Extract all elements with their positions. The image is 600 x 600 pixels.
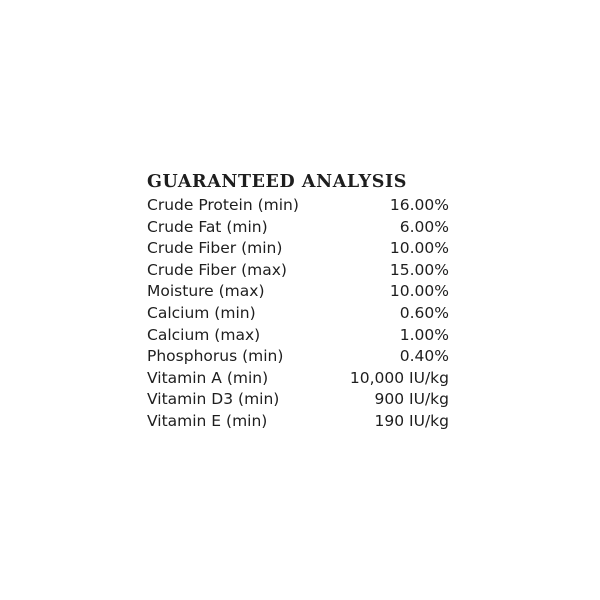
row-value: 1.00% bbox=[399, 325, 449, 344]
row-label: Crude Fat (min) bbox=[147, 217, 268, 236]
row-value: 10,000 IU/kg bbox=[349, 368, 449, 387]
analysis-row-calcium-max bbox=[147, 325, 449, 347]
analysis-row-crude-fat-min bbox=[147, 217, 449, 239]
row-value: 15.00% bbox=[389, 260, 449, 279]
row-label: Calcium (max) bbox=[147, 325, 261, 344]
row-value: 190 IU/kg bbox=[374, 411, 449, 430]
row-label: Crude Fiber (min) bbox=[147, 239, 283, 258]
analysis-row-moisture-max bbox=[147, 281, 449, 303]
row-label: Vitamin D3 (min) bbox=[147, 390, 280, 409]
analysis-row-phosphorus-min bbox=[147, 346, 449, 368]
row-value: 6.00% bbox=[399, 217, 449, 236]
analysis-row-crude-fiber-min bbox=[147, 238, 449, 260]
analysis-row-vitamin-a-min bbox=[147, 368, 449, 390]
guaranteed-analysis-panel bbox=[147, 169, 449, 433]
row-label: Vitamin A (min) bbox=[147, 368, 269, 387]
analysis-row-vitamin-e-min bbox=[147, 411, 449, 433]
row-value: 10.00% bbox=[389, 239, 449, 258]
analysis-row-vitamin-d3-min bbox=[147, 389, 449, 411]
row-value: 0.60% bbox=[399, 303, 449, 322]
row-label: Crude Protein (min) bbox=[147, 196, 299, 214]
row-label: Vitamin E (min) bbox=[147, 411, 268, 430]
row-value: 900 IU/kg bbox=[374, 390, 449, 409]
row-label: Moisture (max) bbox=[147, 282, 265, 301]
analysis-row-crude-fiber-max bbox=[147, 260, 449, 282]
analysis-row-calcium-min bbox=[147, 303, 449, 325]
row-value: 10.00% bbox=[389, 282, 449, 301]
row-value: 0.40% bbox=[399, 347, 449, 366]
row-label: Phosphorus (min) bbox=[147, 347, 284, 366]
analysis-row-crude-protein-min bbox=[147, 195, 449, 217]
analysis-table bbox=[147, 195, 449, 433]
row-label: Crude Fiber (max) bbox=[147, 260, 287, 279]
row-label: Calcium (min) bbox=[147, 303, 256, 322]
row-value: 16.00% bbox=[389, 196, 449, 214]
panel-title: GUARANTEED ANALYSIS bbox=[147, 172, 408, 192]
